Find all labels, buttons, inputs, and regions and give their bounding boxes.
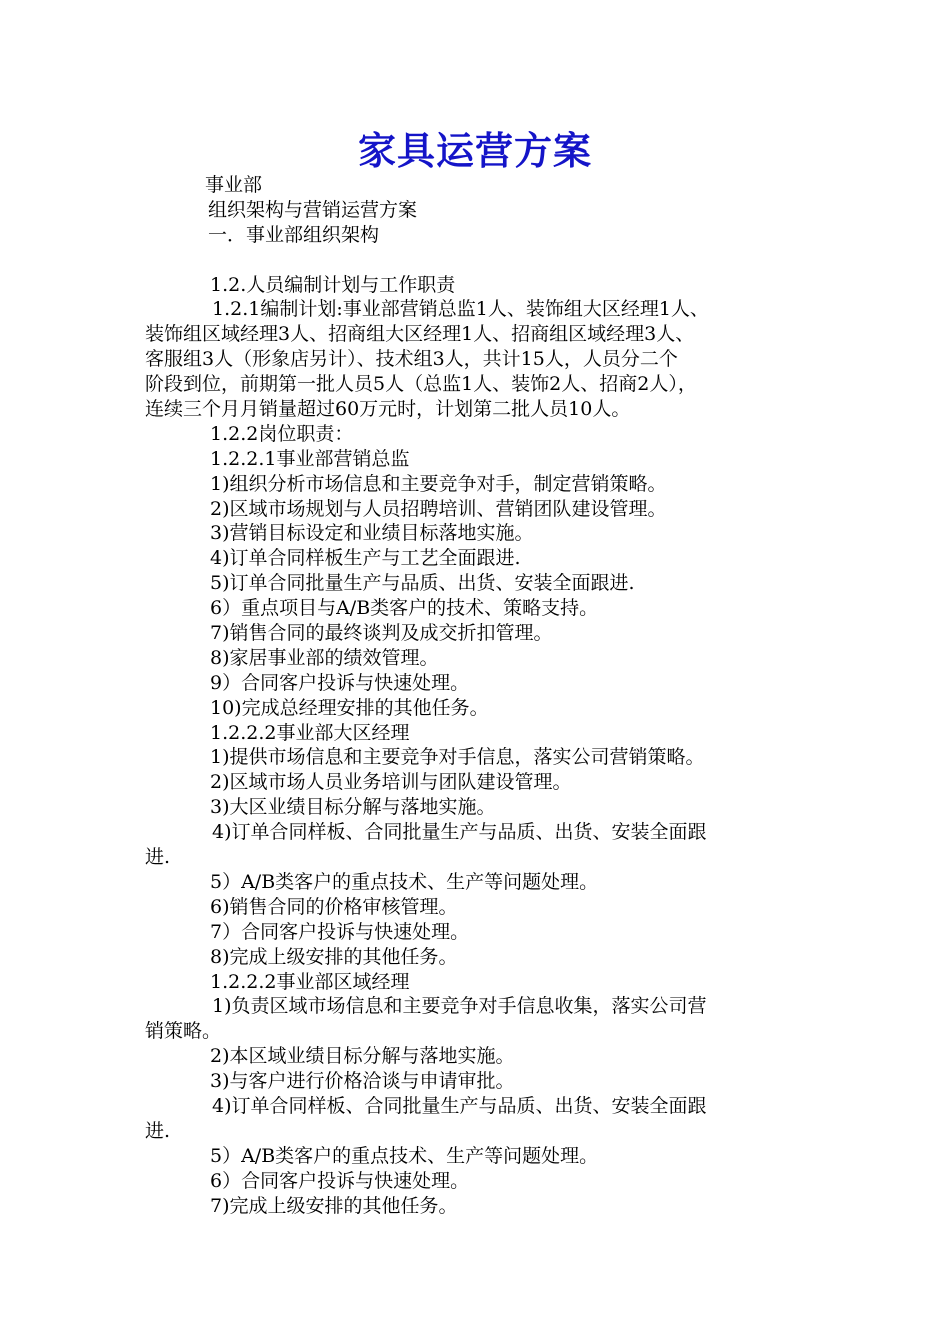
text-line: 3)与客户进行价格洽谈与申请审批。 [210,1070,515,1093]
text-line: 客服组3人（形象店另计）、技术组3人，共计15人，人员分二个 [145,348,678,371]
text-line: 7)完成上级安排的其他任务。 [210,1194,458,1217]
text-line: 1.2.2.2事业部区域经理 [210,970,410,993]
document-body [145,173,815,1218]
text-line: 1)提供市场信息和主要竞争对手信息，落实公司营销策略。 [210,746,705,769]
text-line: 7)销售合同的最终谈判及成交折扣管理。 [210,622,553,645]
text-line: 2)本区域业绩目标分解与落地实施。 [210,1045,515,1068]
blank-line [145,248,815,273]
text-line: 3)大区业绩目标分解与落地实施。 [210,796,496,819]
text-line: 9）合同客户投诉与快速处理。 [210,671,470,694]
text-line: 阶段到位，前期第一批人员5人（总监1人、装饰2人、招商2人）， [145,373,697,396]
text-line: 1)负责区域市场信息和主要竞争对手信息收集，落实公司营 [212,995,707,1018]
text-line: 10)完成总经理安排的其他任务。 [210,696,489,719]
text-line: 5)订单合同批量生产与品质、出货、安装全面跟进. [210,572,635,595]
text-line: 5）A/B类客户的重点技术、生产等问题处理。 [210,1144,599,1167]
text-line: 8)完成上级安排的其他任务。 [210,945,458,968]
text-line: 4)订单合同样板、合同批量生产与品质、出货、安装全面跟 [212,1094,707,1117]
text-line: 1)组织分析市场信息和主要竞争对手，制定营销策略。 [210,472,667,495]
text-line: 7）合同客户投诉与快速处理。 [210,920,470,943]
text-line: 组织架构与营销运营方案 [208,198,418,221]
text-line: 事业部 [205,174,263,196]
text-line: 6）重点项目与A/B类客户的技术、策略支持。 [210,597,599,620]
document-title: 家具运营方案 [357,129,592,173]
text-line: 连续三个月月销量超过60万元时，计划第二批人员10人。 [145,398,631,421]
text-line: 4)订单合同样板、合同批量生产与品质、出货、安装全面跟 [212,821,707,844]
text-line: 3)营销目标设定和业绩目标落地实施。 [210,522,534,545]
text-line: 1.2.2.1事业部营销总监 [210,447,410,470]
text-line: 一．事业部组织架构 [208,223,380,246]
text-line: 8)家居事业部的绩效管理。 [210,646,439,669]
text-line: 2)区域市场人员业务培训与团队建设管理。 [210,771,572,794]
text-line: 1.2.人员编制计划与工作职责 [210,273,456,296]
text-line: 1.2.1编制计划:事业部营销总监1人、装饰组大区经理1人、 [212,298,709,321]
text-line: 4)订单合同样板生产与工艺全面跟进. [210,547,521,570]
text-line: 6)销售合同的价格审核管理。 [210,895,458,918]
text-line: 5）A/B类客户的重点技术、生产等问题处理。 [210,870,599,893]
text-line: 销策略。 [145,1020,222,1043]
text-line: 6）合同客户投诉与快速处理。 [210,1169,470,1192]
text-line: 1.2.2岗位职责： [210,422,354,445]
text-line: 2)区域市场规划与人员招聘培训、营销团队建设管理。 [210,497,667,520]
text-line: 进. [145,1119,171,1142]
text-line: 装饰组区域经理3人、招商组大区经理1人、招商组区域经理3人、 [145,323,695,346]
text-line: 1.2.2.2事业部大区经理 [210,721,410,744]
text-line: 进. [145,846,171,869]
